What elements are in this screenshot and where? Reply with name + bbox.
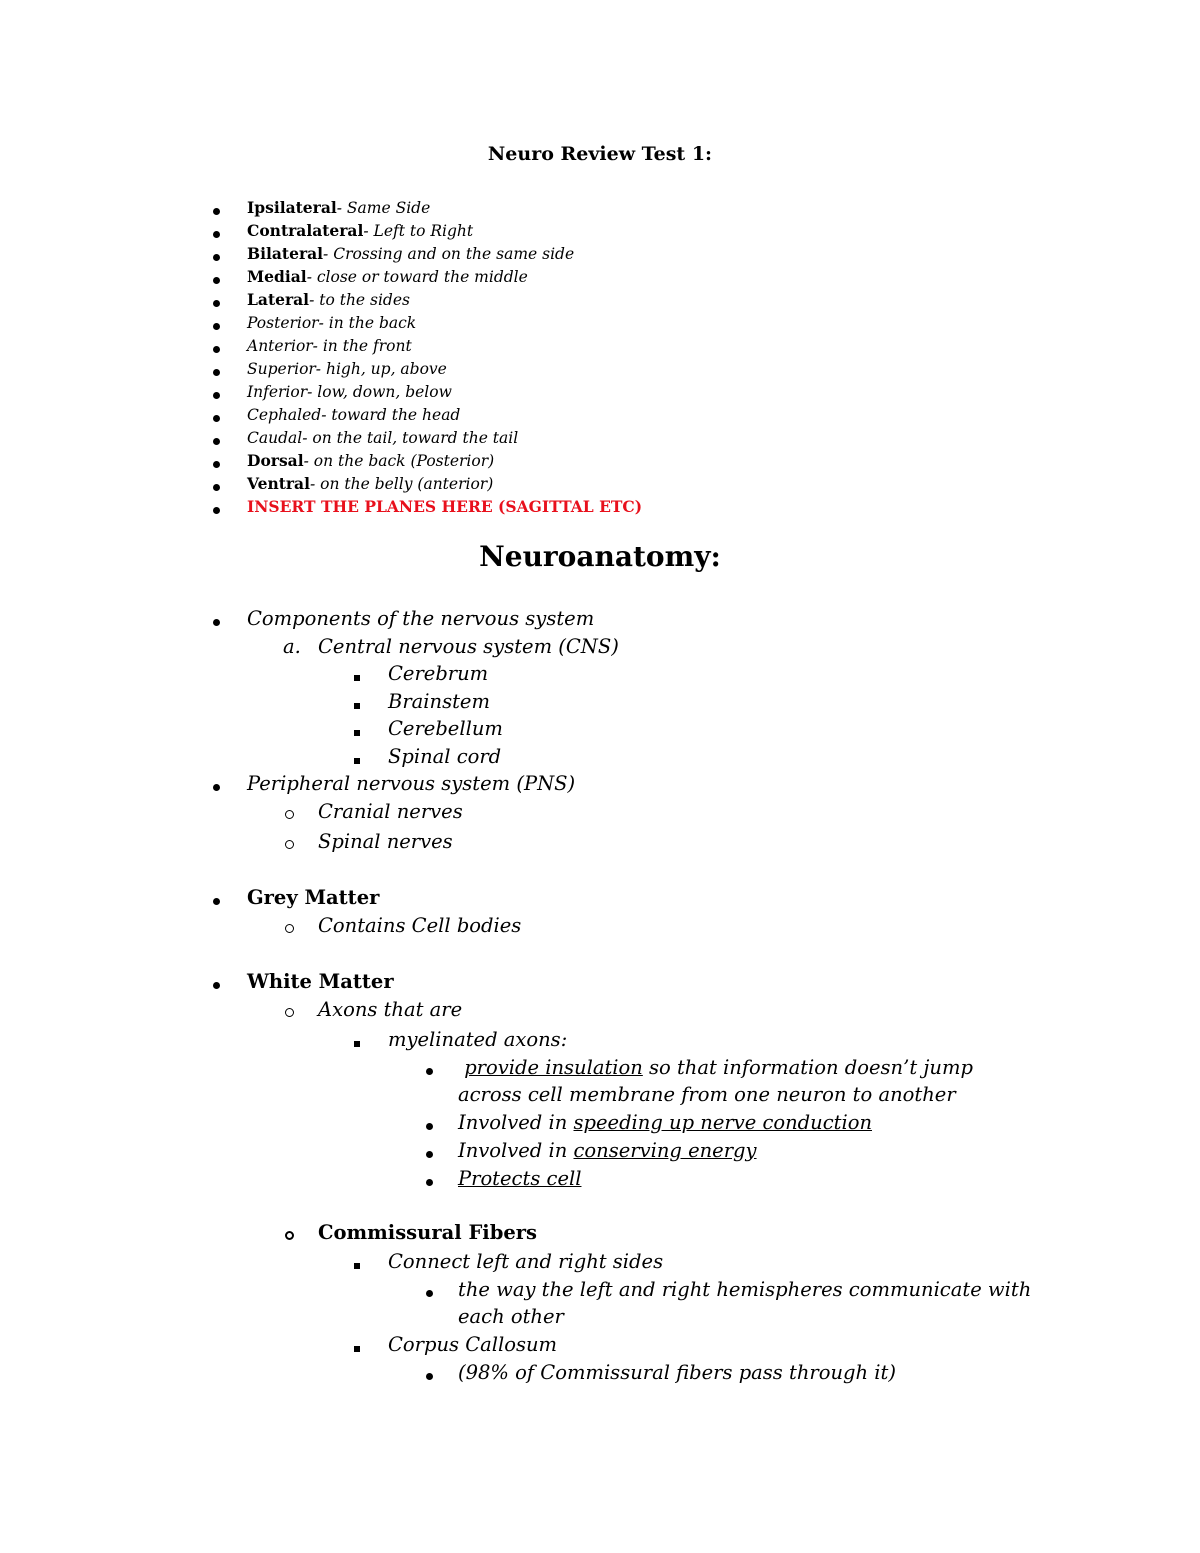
section-heading: Neuroanatomy: [479,540,721,573]
document-page: Neuro Review Test 1: Ipsilateral- Same Side Contralateral- Left to Right Bilateral- Crossing and on the same side Medial- close or toward the middle Lateral- to the sides Posterior- in the back Anterior- in the front Superior- high, up, above Inferior- low, down, below Cephaled- toward the head Caudal- on the tail, toward the tail Dorsal- on the back (Posterior) Ventral- on the belly (anterior) INSERT THE PLANES HERE (SAGITTAL ETC) Neuroanatomy: Components of the nervous system a. Central nervous system (CNS) Cerebrum Brainstem Cerebellum Spinal cord Peripheral nervous system (PNS) Cranial nerves Spinal nerves Grey Matter Contains Cell bodies White Matter Axons that are myelinated axons: provide insulation so that information doesn’t jump across cell membrane from one neuron to another Involved in speeding up nerve conduction Involved in conserving energy Protects cell Commissural Fibers Connect left and right sides the way the left and right hemispheres communicate with each other Corpus Callosum (98% of Commissural fibers pass through it) [0,0,1200,1553]
page-title: Neuro Review Test 1: [487,143,713,165]
